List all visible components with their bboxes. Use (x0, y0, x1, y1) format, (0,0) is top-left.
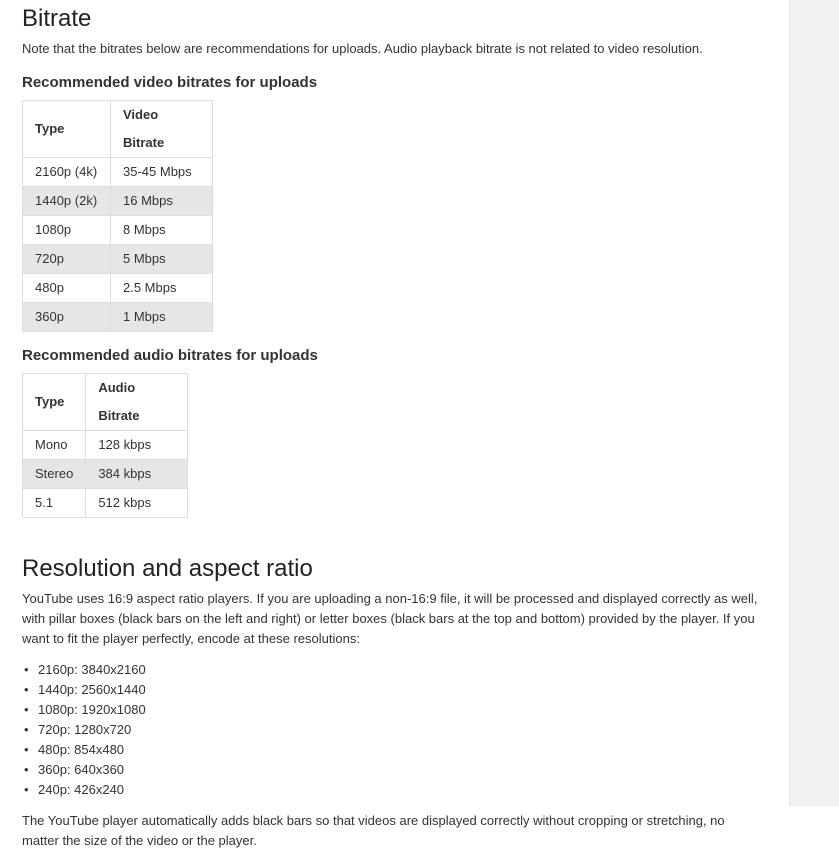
bitrate-cell: 512 kbps (86, 489, 188, 518)
type-cell: Mono (23, 431, 86, 460)
type-cell: 1080p (23, 216, 111, 245)
list-item (22, 780, 762, 800)
type-cell: 2160p (4k) (23, 158, 111, 187)
bullet-glyph: • (24, 682, 29, 697)
list-item (22, 660, 762, 680)
bitrate-cell: 128 kbps (86, 431, 188, 460)
list-item-text: 480p: 854x480 (38, 742, 125, 757)
table-row (23, 431, 188, 460)
table-header-row (23, 101, 213, 158)
bitrate-cell: 5 Mbps (111, 245, 213, 274)
type-cell: 480p (23, 274, 111, 303)
list-item-text: 2160p: 3840x2160 (38, 662, 146, 677)
table-row (23, 489, 188, 518)
list-item-text: 240p: 426x240 (38, 782, 125, 797)
bitrate-heading: Bitrate (22, 5, 92, 32)
type-cell: 1440p (2k) (23, 187, 111, 216)
bitrate-cell: 384 kbps (86, 460, 188, 489)
video-bitrates-heading: Recommended video bitrates for uploads (22, 74, 318, 91)
type-cell: 720p (23, 245, 111, 274)
type-cell: 360p (23, 303, 111, 332)
resolution-heading: Resolution and aspect ratio (22, 555, 313, 582)
bullet-glyph: • (24, 782, 29, 797)
list-item (22, 760, 762, 780)
article-content (22, 0, 762, 851)
list-item (22, 740, 762, 760)
table-row (23, 187, 213, 216)
table-row (23, 460, 188, 489)
column-header-type: Type (23, 101, 111, 158)
list-item-text: 360p: 640x360 (38, 762, 125, 777)
list-item-text: 1440p: 2560x1440 (38, 682, 146, 697)
column-header-type: Type (23, 374, 86, 431)
bitrate-cell: 2.5 Mbps (111, 274, 213, 303)
type-cell: Stereo (23, 460, 86, 489)
resolution-intro: YouTube uses 16:9 aspect ratio players. If you are uploading a non-16:9 file, it will be processed and displayed correctly as well, with pillar boxes (black bars on the left and right) or letter boxes (black bars at the top and bottom) provided by the player. If you want to fit the player perfectly, encode at these resolutions: (22, 591, 758, 646)
list-item-text: 1080p: 1920x1080 (38, 702, 146, 717)
table-header-row (23, 374, 188, 431)
type-cell: 5.1 (23, 489, 86, 518)
bullet-glyph: • (24, 762, 29, 777)
table-row (23, 303, 213, 332)
bullet-glyph: • (24, 742, 29, 757)
table-row (23, 274, 213, 303)
table-row (23, 245, 213, 274)
resolution-outro: The YouTube player automatically adds black bars so that videos are displayed correctly without cropping or stretching, no matter the size of the video or the player. (22, 813, 725, 848)
column-header-audio-bitrate: Audio Bitrate (86, 374, 188, 431)
table-row (23, 216, 213, 245)
list-item (22, 680, 762, 700)
bullet-glyph: • (24, 702, 29, 717)
bullet-glyph: • (24, 662, 29, 677)
list-item (22, 700, 762, 720)
list-item (22, 720, 762, 740)
bitrate-cell: 16 Mbps (111, 187, 213, 216)
bitrate-cell: 1 Mbps (111, 303, 213, 332)
resolution-list (22, 660, 762, 800)
bitrate-note: Note that the bitrates below are recommendations for uploads. Audio playback bitrate is not related to video resolution. (22, 41, 703, 56)
bitrate-cell: 8 Mbps (111, 216, 213, 245)
right-sidebar-panel (789, 0, 839, 806)
bullet-glyph: • (24, 722, 29, 737)
audio-bitrate-table (22, 373, 188, 518)
table-row (23, 158, 213, 187)
list-item-text: 720p: 1280x720 (38, 722, 132, 737)
bitrate-cell: 35-45 Mbps (111, 158, 213, 187)
audio-bitrates-heading: Recommended audio bitrates for uploads (22, 347, 318, 364)
video-bitrate-table (22, 100, 213, 332)
column-header-video-bitrate: Video Bitrate (111, 101, 213, 158)
